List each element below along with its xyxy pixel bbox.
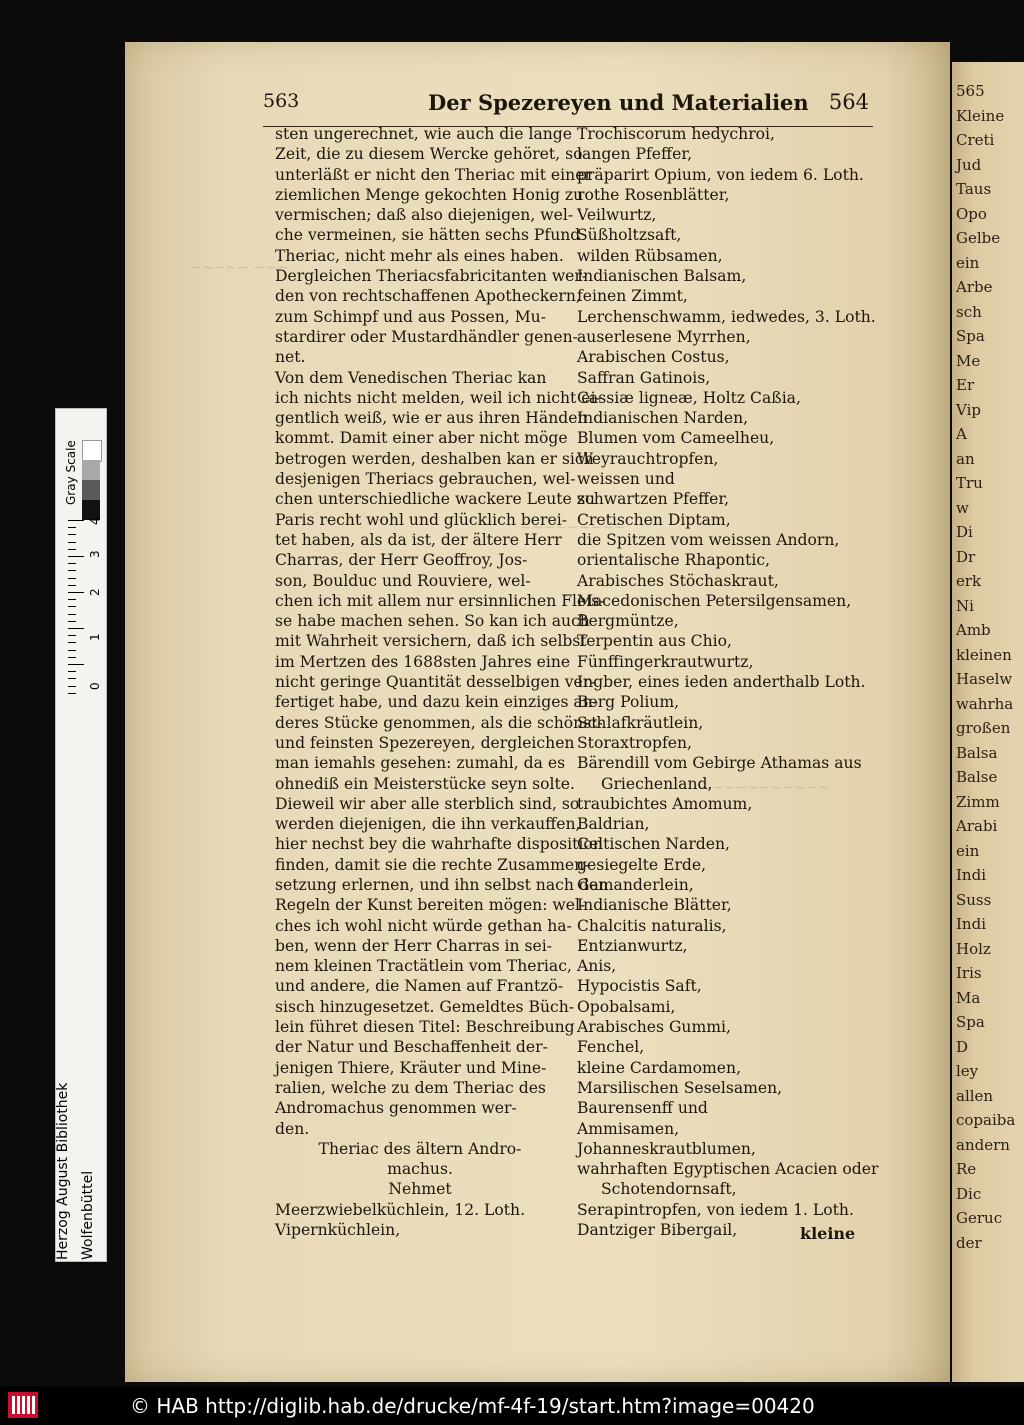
ruler-tick bbox=[68, 642, 76, 643]
text-line: Baldrian, bbox=[577, 815, 650, 834]
text-line: Ingber, eines ieden anderthalb Loth. bbox=[577, 673, 866, 692]
text-line: stardirer oder Mustardhändler genen- bbox=[275, 327, 578, 346]
next-page-fragment: Ma bbox=[956, 988, 981, 1007]
text-line: Indianische Blätter, bbox=[577, 896, 732, 915]
ruler-tick bbox=[68, 592, 84, 593]
text-line: ben, wenn der Herr Charras in sei- bbox=[275, 936, 553, 955]
next-page-fragment: Spa bbox=[956, 327, 985, 345]
text-line: Trochiscorum hedychroi, bbox=[577, 125, 775, 143]
right-ingredient-list bbox=[577, 124, 877, 1240]
next-page-fragment: Kleine bbox=[956, 106, 1005, 125]
ruler-tick bbox=[68, 570, 76, 571]
next-page-fragment: ley bbox=[956, 1062, 979, 1080]
text-line: Zeit, die zu diesem Wercke gehöret, so bbox=[275, 145, 583, 164]
next-page-fragment: ein bbox=[956, 841, 980, 860]
next-page-fragment: Zimm bbox=[956, 792, 1000, 811]
text-line: Paris recht wohl und glücklich berei- bbox=[275, 510, 567, 529]
scale-number: 3 bbox=[88, 550, 102, 558]
ruler-tick bbox=[68, 664, 84, 665]
ruler-tick bbox=[68, 635, 76, 636]
ruler-tick bbox=[68, 549, 76, 550]
text-line: betrogen werden, deshalben kan er sich bbox=[275, 449, 594, 468]
gray-scale-label: Gray Scale bbox=[64, 440, 78, 505]
text-line: Terpentin aus Chio, bbox=[577, 632, 732, 651]
text-line: unterläßt er nicht den Theriac mit einer bbox=[275, 165, 592, 184]
next-page-fragment: Indi bbox=[956, 866, 986, 884]
text-line: Opobalsami, bbox=[577, 997, 676, 1016]
text-line: Theriac, nicht mehr als eines haben. bbox=[275, 246, 564, 265]
text-line: Schlafkräutlein, bbox=[577, 713, 704, 732]
text-line: setzung erlernen, und ihn selbst nach den bbox=[275, 875, 609, 894]
text-line: man iemahls gesehen: zumahl, da es bbox=[275, 754, 566, 773]
text-line: Dergleichen Theriacsfabricitanten wer- bbox=[275, 267, 588, 286]
catchword: kleine bbox=[800, 1224, 856, 1243]
gray-swatch bbox=[82, 480, 100, 500]
viewer-footer bbox=[0, 1386, 1024, 1425]
bleed-through: ~~~~~~~~~~~ bbox=[700, 780, 830, 796]
text-line: chen ich mit allem nur ersinnlichen Fleis- bbox=[275, 591, 605, 610]
next-page-fragment: Re bbox=[956, 1160, 977, 1178]
next-page-fragment: D bbox=[956, 1037, 969, 1056]
ruler-tick bbox=[68, 585, 76, 586]
text-line: sisch hinzugesetzet. Gemeldtes Büch- bbox=[275, 997, 575, 1016]
next-page-fragment: Spa bbox=[956, 1013, 985, 1031]
scale-number: 1 bbox=[88, 633, 102, 641]
text-line: und feinsten Spezereyen, dergleichen bbox=[275, 733, 575, 752]
text-line: Fünffingerkrautwurtz, bbox=[577, 652, 754, 671]
text-line: Nehmet bbox=[388, 1180, 452, 1199]
next-page-fragment: Indi bbox=[956, 915, 986, 933]
next-page-fragment: w bbox=[956, 498, 969, 517]
text-line: che vermeinen, sie hätten sechs Pfund bbox=[275, 226, 581, 245]
text-line: Indianischen Narden, bbox=[577, 409, 749, 428]
text-line: Serapintropfen, von iedem 1. Loth. bbox=[577, 1200, 854, 1219]
text-line: Marsilischen Seselsamen, bbox=[577, 1078, 783, 1097]
next-page-fragment: Opo bbox=[956, 204, 987, 223]
ruler-tick bbox=[68, 628, 84, 629]
text-line: Gamanderlein, bbox=[577, 875, 694, 894]
text-line: Fenchel, bbox=[577, 1038, 645, 1057]
text-line: se habe machen sehen. So kan ich auch bbox=[275, 612, 590, 631]
ruler-tick bbox=[68, 693, 76, 694]
text-line: nicht geringe Quantität desselbigen ver- bbox=[275, 673, 596, 692]
text-line: Dieweil wir aber alle sterblich sind, so bbox=[275, 794, 580, 813]
page-number-left: 563 bbox=[263, 90, 300, 112]
text-line: und andere, die Namen auf Frantzö- bbox=[275, 977, 564, 996]
text-line: net. bbox=[275, 348, 306, 367]
next-page-fragment: 565 bbox=[956, 82, 985, 100]
ruler-tick bbox=[68, 671, 76, 672]
next-page-fragment: der bbox=[956, 1233, 982, 1252]
ruler-tick bbox=[68, 621, 76, 622]
text-line: tet haben, als da ist, der ältere Herr bbox=[275, 530, 562, 549]
text-line: Cassiæ ligneæ, Holtz Caßia, bbox=[577, 388, 801, 407]
next-page-fragment: andern bbox=[956, 1135, 1010, 1154]
next-page-fragment: Dr bbox=[956, 547, 976, 566]
text-line: präparirt Opium, von iedem 6. Loth. bbox=[577, 165, 864, 184]
text-line: Von dem Venedischen Theriac kan bbox=[275, 368, 547, 387]
text-line: Bergmüntze, bbox=[577, 612, 679, 631]
next-page-fragment: Holz bbox=[956, 939, 991, 958]
next-page-fragment: Dic bbox=[956, 1184, 982, 1203]
next-page-fragment: großen bbox=[956, 719, 1011, 737]
next-page-fragment: Geruc bbox=[956, 1209, 1003, 1227]
next-page-fragment: ein bbox=[956, 253, 980, 272]
next-page-fragment: an bbox=[956, 449, 975, 468]
city-label: Wolfenbüttel bbox=[80, 1170, 96, 1260]
ruler-tick bbox=[68, 556, 84, 557]
text-line: lein führet diesen Titel: Beschreibung bbox=[275, 1018, 575, 1037]
text-line: Saffran Gatinois, bbox=[577, 368, 711, 387]
text-line: kommt. Damit einer aber nicht möge bbox=[275, 429, 568, 448]
text-line: Entzianwurtz, bbox=[577, 936, 688, 955]
book-page-next bbox=[952, 62, 1024, 1382]
text-line: Veilwurtz, bbox=[577, 206, 657, 225]
text-line: ziemlichen Menge gekochten Honig zu bbox=[275, 185, 584, 204]
text-line: langen Pfeffer, bbox=[577, 145, 693, 164]
text-line: Arabischen Costus, bbox=[577, 348, 730, 367]
page-header bbox=[263, 86, 873, 127]
scale-number: 4 bbox=[88, 517, 102, 525]
text-line: Storaxtropfen, bbox=[577, 733, 692, 752]
text-line: Anis, bbox=[577, 957, 617, 976]
next-page-fragment: kleinen bbox=[956, 645, 1012, 664]
text-line: Hypocistis Saft, bbox=[577, 977, 702, 996]
text-line: ralien, welche zu dem Theriac des bbox=[275, 1078, 546, 1097]
next-page-fragment: wahrha bbox=[956, 694, 1014, 713]
text-line: Charras, der Herr Geoffroy, Jos- bbox=[275, 551, 528, 570]
text-line: Indianischen Balsam, bbox=[577, 267, 747, 286]
text-line: deres Stücke genommen, als die schönst- bbox=[275, 713, 603, 732]
text-line: ches ich wohl nicht würde gethan ha- bbox=[275, 916, 572, 935]
text-line: machus. bbox=[387, 1160, 453, 1179]
ruler-tick bbox=[68, 650, 76, 651]
text-line: chen unterschiedliche wackere Leute zu bbox=[275, 490, 595, 509]
text-line: Süßholtzsaft, bbox=[577, 226, 682, 245]
text-line: vermischen; daß also diejenigen, wel- bbox=[275, 206, 574, 225]
next-page-fragment: Vip bbox=[956, 400, 981, 419]
next-page-fragment: Arabi bbox=[956, 817, 998, 835]
text-line: Baurensenff und bbox=[577, 1099, 708, 1118]
text-line: wahrhaften Egyptischen Acacien oder bbox=[577, 1160, 879, 1179]
ruler-tick bbox=[68, 563, 76, 564]
text-line: Chalcitis naturalis, bbox=[577, 916, 727, 935]
next-page-fragment: Amb bbox=[956, 621, 991, 639]
ruler-tick bbox=[68, 520, 84, 521]
bleed-through: ~~~~~ ~~~ bbox=[190, 260, 289, 276]
ruler-tick bbox=[68, 527, 76, 528]
text-line: Schotendornsaft, bbox=[601, 1180, 737, 1199]
text-line: Dantziger Bibergail, bbox=[577, 1221, 738, 1240]
text-line: auserlesene Myrrhen, bbox=[577, 327, 751, 346]
text-line: mit Wahrheit versichern, daß ich selbst bbox=[275, 632, 587, 651]
next-page-fragment: Taus bbox=[956, 180, 992, 198]
text-line: schwartzen Pfeffer, bbox=[577, 490, 730, 509]
text-line: Berg Polium, bbox=[577, 693, 680, 712]
text-line: gesiegelte Erde, bbox=[577, 855, 707, 874]
hab-logo-icon bbox=[8, 1392, 38, 1418]
text-line: sten ungerechnet, wie auch die lange bbox=[275, 125, 572, 143]
text-line: Lerchenschwamm, iedwedes, 3. Loth. bbox=[577, 307, 876, 326]
text-line: nem kleinen Tractätlein vom Theriac, bbox=[275, 957, 572, 976]
ruler-tick bbox=[68, 614, 76, 615]
bleed-through: ~~~~~~~~~ bbox=[520, 520, 626, 536]
next-page-fragment: Ni bbox=[956, 596, 974, 615]
text-line: Regeln der Kunst bereiten mögen: wel- bbox=[275, 896, 586, 915]
ruler-tick bbox=[68, 686, 76, 687]
text-line: gentlich weiß, wie er aus ihren Händen bbox=[275, 409, 588, 428]
footer-url[interactable]: © HAB http://diglib.hab.de/drucke/mf-4f-19/start.htm?image=00420 bbox=[130, 1394, 815, 1418]
text-line: hier nechst bey die wahrhafte disposition bbox=[275, 835, 603, 854]
text-line: son, Boulduc und Rouviere, wel- bbox=[275, 571, 531, 590]
text-line: Arabisches Stöchaskraut, bbox=[577, 571, 779, 590]
next-page-fragment: Er bbox=[956, 376, 975, 394]
text-line: rothe Rosenblätter, bbox=[577, 185, 730, 204]
text-line: Theriac des ältern Andro- bbox=[318, 1139, 522, 1158]
text-line: desjenigen Theriacs gebrauchen, wel- bbox=[275, 470, 576, 489]
text-line: Johanneskrautblumen, bbox=[577, 1139, 756, 1158]
ruler-tick bbox=[68, 599, 76, 600]
text-line: weissen und bbox=[577, 470, 675, 489]
next-page-fragment: Iris bbox=[956, 964, 982, 982]
text-line: zum Schimpf und aus Possen, Mu- bbox=[275, 307, 546, 326]
text-line: der Natur und Beschaffenheit der- bbox=[275, 1038, 548, 1057]
text-line: Celtischen Narden, bbox=[577, 835, 731, 854]
next-page-fragment: Balse bbox=[956, 768, 998, 786]
next-page-fragment: Gelbe bbox=[956, 229, 1001, 247]
text-line: ich nichts nicht melden, weil ich nicht ei- bbox=[275, 388, 601, 407]
ruler-tick bbox=[68, 657, 76, 658]
text-line: traubichtes Amomum, bbox=[577, 794, 753, 813]
text-line: kleine Cardamomen, bbox=[577, 1058, 742, 1077]
ruler-tick bbox=[68, 534, 76, 535]
page-number-right: 564 bbox=[828, 90, 869, 114]
next-page-fragment: Haselw bbox=[956, 670, 1013, 688]
text-line: Blumen vom Cameelheu, bbox=[577, 429, 775, 448]
text-line: die Spitzen vom weissen Andorn, bbox=[577, 530, 840, 549]
text-line: Cretischen Diptam, bbox=[577, 510, 731, 529]
text-line: den von rechtschaffenen Apotheckern, bbox=[275, 287, 581, 306]
next-page-fragment: erk bbox=[956, 572, 982, 590]
gray-swatch bbox=[82, 440, 102, 462]
text-line: Meerzwiebelküchlein, 12. Loth. bbox=[275, 1200, 526, 1219]
next-page-fragment: A bbox=[956, 425, 967, 443]
text-line: wilden Rübsamen, bbox=[577, 246, 723, 265]
text-line: jenigen Thiere, Kräuter und Mine- bbox=[275, 1058, 547, 1077]
next-page-fragment: allen bbox=[956, 1086, 994, 1105]
gray-swatch bbox=[82, 460, 100, 480]
running-title: Der Spezereyen und Materialien bbox=[428, 90, 809, 115]
text-line: Andromachus genommen wer- bbox=[275, 1099, 517, 1118]
scale-number: 2 bbox=[88, 588, 102, 596]
next-page-fragment: Tru bbox=[956, 474, 983, 492]
scale-number: 0 bbox=[88, 682, 102, 690]
ruler-tick bbox=[68, 678, 76, 679]
text-line: Vipernküchlein, bbox=[275, 1221, 401, 1240]
next-page-fragment: Di bbox=[956, 523, 973, 541]
text-line: werden diejenigen, die ihn verkauffen, bbox=[275, 815, 581, 834]
next-page-fragment: Arbe bbox=[956, 278, 993, 296]
next-page-fragment: Suss bbox=[956, 890, 992, 909]
next-page-fragment: copaiba bbox=[956, 1111, 1016, 1129]
text-line: Griechenland, bbox=[601, 774, 713, 793]
ruler-tick bbox=[68, 542, 76, 543]
institution-label: Herzog August Bibliothek bbox=[55, 1082, 71, 1260]
ruler-tick bbox=[68, 606, 76, 607]
text-line: den. bbox=[275, 1119, 310, 1138]
next-page-fragment: Balsa bbox=[956, 743, 998, 762]
next-page-fragment: Creti bbox=[956, 131, 995, 149]
text-line: im Mertzen des 1688sten Jahres eine bbox=[275, 652, 571, 671]
text-line: Arabisches Gummi, bbox=[577, 1018, 731, 1037]
next-page-fragment: Jud bbox=[956, 155, 982, 174]
next-page-fragment: Me bbox=[956, 351, 981, 370]
ruler-tick bbox=[68, 578, 76, 579]
text-line: feinen Zimmt, bbox=[577, 287, 688, 306]
text-line: Weyrauchtropfen, bbox=[577, 449, 719, 468]
text-line: orientalische Rhapontic, bbox=[577, 551, 771, 570]
text-line: Ammisamen, bbox=[577, 1119, 680, 1138]
text-line: Macedonischen Petersilgensamen, bbox=[577, 591, 852, 610]
next-page-fragment: sch bbox=[956, 302, 982, 321]
text-line: Bärendill vom Gebirge Athamas aus bbox=[577, 754, 862, 773]
text-line: ohnediß ein Meisterstücke seyn solte. bbox=[275, 774, 575, 793]
text-line: finden, damit sie die rechte Zusammen- bbox=[275, 855, 590, 874]
text-line: fertiget habe, und dazu kein einziges an- bbox=[275, 693, 599, 712]
